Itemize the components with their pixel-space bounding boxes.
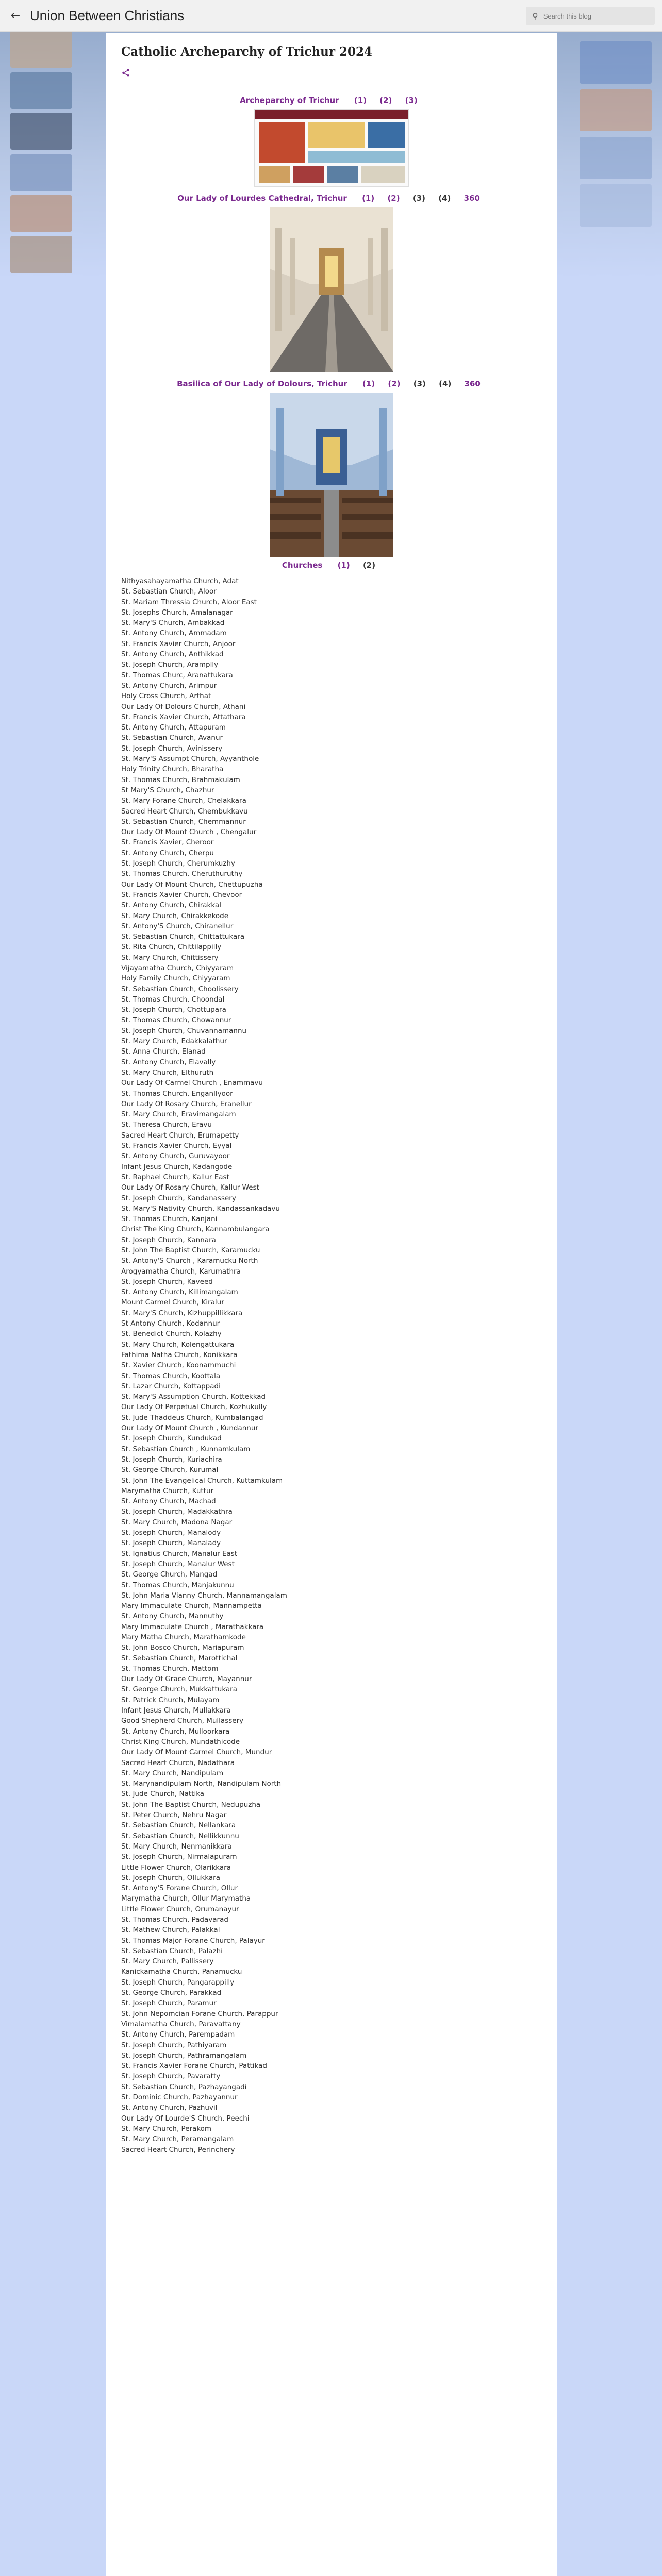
church-list-item: St. Joseph Church, Pangarappilly xyxy=(121,1978,235,1987)
church-list-item: Our Lady Of Grace Church, Mayannur xyxy=(121,1675,252,1684)
church-list-item: Mary Matha Church, Marathamkode xyxy=(121,1633,246,1641)
background-photo-strip-left xyxy=(10,31,72,273)
church-list-item: St. Joseph Church, Chuvannamannu xyxy=(121,1026,247,1035)
church-list-item: St. Joseph Church, Kuriachira xyxy=(121,1455,222,1464)
church-list-item: Kanickamatha Church, Panamucku xyxy=(121,1968,242,1976)
church-list-item: St. Antony Church, Guruvayoor xyxy=(121,1152,230,1161)
church-list-item: St. Sebastian Church, Aloor xyxy=(121,587,217,596)
church-list-item: St. Francis Xavier Church, Anjoor xyxy=(121,639,236,648)
lourdes-cathedral-interior-image[interactable] xyxy=(270,207,393,372)
churches-link-1[interactable]: (1) xyxy=(337,561,350,570)
church-list-item: St. Raphael Church, Kallur East xyxy=(121,1173,229,1181)
church-list-item: St. George Church, Kurumal xyxy=(121,1466,219,1475)
back-arrow-icon[interactable]: ← xyxy=(10,9,21,22)
background-photo-strip-right xyxy=(580,41,652,227)
church-list-item: Vijayamatha Church, Chiyyaram xyxy=(121,963,234,972)
church-list-item: St. Xavier Church, Koonammuchi xyxy=(121,1361,236,1370)
church-list-item: St. Antony'S Forane Church, Ollur xyxy=(121,1884,238,1893)
church-list-item: St. Peter Church, Nehru Nagar xyxy=(121,1811,227,1820)
church-list-item: St. Benedict Church, Kolazhy xyxy=(121,1330,222,1338)
church-list-item: Our Lady Of Rosary Church, Eranellur xyxy=(121,1099,252,1108)
church-list-item: St. Anna Church, Elanad xyxy=(121,1047,206,1056)
church-list-item: Infant Jesus Church, Kadangode xyxy=(121,1162,233,1171)
church-list-item: Our Lady Of Mount Carmel Church, Mundur xyxy=(121,1748,272,1757)
post-container xyxy=(106,33,557,2576)
church-list-item: St. John The Baptist Church, Karamucku xyxy=(121,1246,260,1255)
church-list-item: St. Sebastian Church, Nellikkunnu xyxy=(121,1832,239,1840)
basilica-link-2[interactable]: (2) xyxy=(388,379,401,388)
church-list-item: St. Joseph Church, Kaveed xyxy=(121,1277,213,1286)
church-list-item: St. John The Baptist Church, Nedupuzha xyxy=(121,1800,261,1809)
church-list-item: St. Joseph Church, Manalur West xyxy=(121,1560,235,1568)
church-list-item: St. Thomas Church, Kanjani xyxy=(121,1215,218,1224)
church-list-item: St. Antony'S Church, Chiranellur xyxy=(121,922,234,930)
church-list-item: Sacred Heart Church, Chembukkavu xyxy=(121,807,248,816)
churches-link[interactable]: Churches xyxy=(282,561,323,570)
church-list-item: St. Antony Church, Mulloorkara xyxy=(121,1727,230,1736)
church-list-item: St. Francis Xavier Church, Eyyal xyxy=(121,1142,232,1150)
church-list-item: St. Thomas Church, Choondal xyxy=(121,995,225,1004)
archeparchy-link[interactable]: Archeparchy of Trichur xyxy=(240,96,339,105)
church-list-item: St. Mary Church, Chirakkekode xyxy=(121,911,229,920)
church-list-item: St. Joseph Church, Kannara xyxy=(121,1235,216,1244)
church-list-item: St. Antony Church, Ammadam xyxy=(121,629,227,638)
church-list-item: St. Jude Church, Nattika xyxy=(121,1790,205,1799)
church-list-item: Little Flower Church, Olarikkara xyxy=(121,1863,231,1872)
church-list-item: Holy Cross Church, Arthat xyxy=(121,692,211,701)
basilica-link-3[interactable]: (3) xyxy=(413,379,426,388)
church-list-item: Holy Trinity Church, Bharatha xyxy=(121,765,224,774)
church-list-item: St. Antony Church, Chirakkal xyxy=(121,901,221,910)
church-list-item: St. Antony Church, Cherpu xyxy=(121,849,214,857)
church-list-item: Good Shepherd Church, Mullassery xyxy=(121,1717,244,1725)
church-list-item: St. Thomas Church, Manjakunnu xyxy=(121,1581,234,1589)
church-list-item: St. Mary Church, Elthuruth xyxy=(121,1068,214,1077)
church-list-item: St. Mary Church, Madona Nagar xyxy=(121,1518,233,1527)
lourdes-link-1[interactable]: (1) xyxy=(362,194,375,203)
church-list-item: St. Joseph Church, Kandanassery xyxy=(121,1194,236,1202)
church-list-item: Christ The King Church, Kannambulangara xyxy=(121,1225,270,1234)
church-list-item: Mount Carmel Church, Kiralur xyxy=(121,1298,224,1307)
church-list-item: Our Lady Of Rosary Church, Kallur West xyxy=(121,1183,259,1192)
church-list-item: St. Joseph Church, Pavaratty xyxy=(121,2072,221,2081)
church-list-item: St Mary'S Church, Chazhur xyxy=(121,786,214,794)
church-list-item: St. Lazar Church, Kottappadi xyxy=(121,1382,221,1391)
church-list-item: Arogyamatha Church, Karumathra xyxy=(121,1267,241,1276)
church-list-item: St. Antony Church, Attapuram xyxy=(121,723,226,732)
church-list-item: St. Joseph Church, Ollukkara xyxy=(121,1873,220,1882)
church-list-item: St. Joseph Church, Pathiyaram xyxy=(121,2041,227,2049)
church-list-item: St. George Church, Parakkad xyxy=(121,1989,222,1997)
search-icon[interactable]: ⚲ xyxy=(532,11,538,21)
church-list-item: St. Patrick Church, Mulayam xyxy=(121,1696,220,1704)
church-list-item: St. Sebastian Church, Chittattukara xyxy=(121,933,245,941)
church-list-item: Christ King Church, Mundathicode xyxy=(121,1737,240,1746)
church-list-item: St. Antony Church, Parempadam xyxy=(121,2030,235,2039)
search-box[interactable] xyxy=(526,7,655,25)
church-list-item: St. Thomas Churc, Aranattukara xyxy=(121,671,233,680)
church-list-item: Our Lady Of Mount Church, Chettupuzha xyxy=(121,880,263,889)
church-list-item: Fathima Natha Church, Konikkara xyxy=(121,1350,238,1359)
church-list-item: Little Flower Church, Orumanayur xyxy=(121,1905,239,1913)
church-list-item: St. Joseph Church, Pathramangalam xyxy=(121,2051,247,2060)
church-list-item: St. Antony Church, Arimpur xyxy=(121,681,217,690)
church-list-item: Nithyasahayamatha Church, Adat xyxy=(121,577,239,585)
archeparchy-link-1[interactable]: (1) xyxy=(354,96,367,105)
church-list-item: Our Lady Of Mount Church , Kundannur xyxy=(121,1424,258,1433)
church-list-item: St. Sebastian Church, Marottichal xyxy=(121,1654,238,1663)
lourdes-cathedral-link[interactable]: Our Lady of Lourdes Cathedral, Trichur xyxy=(177,194,347,203)
church-list-item: St. Joseph Church, Aramplly xyxy=(121,660,219,669)
church-list-item: St. Thomas Church, Cheruthuruthy xyxy=(121,870,243,878)
church-list-item: St. Thomas Major Forane Church, Palayur xyxy=(121,1936,265,1945)
church-list-item: St. Thomas Church, Padavarad xyxy=(121,1916,228,1924)
church-list-item: St. Mathew Church, Palakkal xyxy=(121,1926,220,1935)
church-list-item: St Antony Church, Kodannur xyxy=(121,1319,220,1328)
church-list-item: Infant Jesus Church, Mullakkara xyxy=(121,1706,231,1715)
church-list-item: St. John Bosco Church, Mariapuram xyxy=(121,1643,244,1652)
church-list-item: Vimalamatha Church, Paravattany xyxy=(121,2020,241,2028)
church-list-item: St. Mary Church, Eravimangalam xyxy=(121,1110,236,1119)
section-basilica xyxy=(121,379,541,388)
church-list-item: St. Sebastian Church, Choolissery xyxy=(121,985,239,993)
section-churches xyxy=(121,561,541,570)
church-list-item: Mary Immaculate Church , Marathakkara xyxy=(121,1622,264,1631)
lourdes-link-3[interactable]: (3) xyxy=(412,194,425,203)
church-list-item: Our Lady Of Mount Church , Chengalur xyxy=(121,828,257,837)
church-list-item: St. Sebastian Church, Pazhayangadi xyxy=(121,2082,247,2091)
section-lourdes-cathedral xyxy=(121,194,541,203)
church-list-item: St. Sebastian Church, Chemmannur xyxy=(121,817,246,826)
church-list-item: St. Francis Xavier Church, Chevoor xyxy=(121,890,242,899)
church-list-item: St. John Maria Vianny Church, Mannamangalam xyxy=(121,1591,287,1600)
churches-link-2[interactable]: (2) xyxy=(362,561,376,570)
church-list-item: St. Sebastian Church , Kunnamkulam xyxy=(121,1445,251,1453)
church-list-item: Our Lady Of Perpetual Church, Kozhukully xyxy=(121,1403,267,1412)
church-list-item: St. Mary Forane Church, Chelakkara xyxy=(121,796,246,805)
church-list-item: St. Marynandipulam North, Nandipulam North xyxy=(121,1780,282,1788)
section-archeparchy xyxy=(121,96,541,105)
church-list-item: St. Sebastian Church, Palazhi xyxy=(121,1946,223,1955)
search-input[interactable] xyxy=(543,12,641,20)
church-list-item: St. Mary Church, Nandipulam xyxy=(121,1769,224,1777)
church-list-item: St. Francis Xavier, Cheroor xyxy=(121,838,214,847)
basilica-interior-image[interactable] xyxy=(270,393,393,557)
church-list-item: St. Mary Church, Peramangalam xyxy=(121,2135,234,2144)
church-list-item: St. Thomas Church, Koottala xyxy=(121,1371,221,1380)
church-list-item: Mary Immaculate Church, Mannampetta xyxy=(121,1602,262,1611)
church-list-item: St. John Nepomcian Forane Church, Parappur xyxy=(121,2009,278,2018)
basilica-link-1[interactable]: (1) xyxy=(362,379,375,388)
church-list-item: Our Lady Of Lourde'S Church, Peechi xyxy=(121,2114,250,2123)
church-list-item: St. Thomas Church, Mattom xyxy=(121,1664,219,1673)
church-list-item: St. Mary Church, Chittissery xyxy=(121,953,219,962)
church-list-item: St. George Church, Mangad xyxy=(121,1570,218,1579)
church-list-item: St. Antony'S Church , Karamucku North xyxy=(121,1257,258,1265)
church-list-item: St. Rita Church, Chittilappilly xyxy=(121,943,222,952)
church-list-item: St. Joseph Church, Kundukad xyxy=(121,1434,222,1443)
church-list-item: St. Joseph Church, Chottupara xyxy=(121,1006,226,1014)
church-list-item: St. Joseph Church, Manalody xyxy=(121,1529,221,1537)
church-list-item: St. Joseph Church, Nirmalapuram xyxy=(121,1853,237,1861)
blog-header xyxy=(0,0,662,32)
church-list-item: Marymatha Church, Kuttur xyxy=(121,1486,214,1495)
lourdes-link-2[interactable]: (2) xyxy=(387,194,400,203)
basilica-link-360[interactable]: 360 xyxy=(464,379,481,388)
post-title: Catholic Archeparchy of Trichur 2024 xyxy=(121,45,373,59)
archeparchy-website-image[interactable] xyxy=(254,109,409,187)
church-list-item: St. Antony Church, Killimangalam xyxy=(121,1288,238,1297)
church-list-item: St. Antony Church, Machad xyxy=(121,1497,216,1506)
lourdes-link-360[interactable]: 360 xyxy=(464,194,480,203)
church-list-item: St. Antony Church, Mannuthy xyxy=(121,1612,224,1621)
church-list-item: St. Mary Church, Nenmanikkara xyxy=(121,1842,232,1851)
church-list-item: St. Francis Xavier Church, Attathara xyxy=(121,713,246,721)
church-list-item: St. Theresa Church, Eravu xyxy=(121,1121,212,1129)
church-list-item: St. Thomas Church, Brahmakulam xyxy=(121,775,240,784)
church-list-item: Marymatha Church, Ollur Marymatha xyxy=(121,1894,251,1903)
church-list-item: St. Mary'S Assumption Church, Kottekkad xyxy=(121,1393,266,1401)
church-list-item: St. Antony Church, Elavally xyxy=(121,1058,216,1066)
church-list-item: St. Mariam Thressia Church, Aloor East xyxy=(121,598,257,606)
blog-title-link[interactable]: Union Between Christians xyxy=(30,8,185,23)
church-list-item: St. Francis Xavier Forane Church, Pattikad xyxy=(121,2062,267,2071)
basilica-link[interactable]: Basilica of Our Lady of Dolours, Trichur xyxy=(177,379,347,388)
church-list-item: Holy Family Church, Chiyyaram xyxy=(121,974,230,983)
church-list-item: St. Mary Church, Edakkalathur xyxy=(121,1037,227,1046)
church-list xyxy=(121,576,541,2155)
basilica-link-4[interactable]: (4) xyxy=(439,379,452,388)
archeparchy-link-3[interactable]: (3) xyxy=(405,96,418,105)
church-list-item: St. Thomas Church, Chowannur xyxy=(121,1016,231,1025)
church-list-item: St. Sebastian Church, Avanur xyxy=(121,734,223,742)
church-list-item: St. Mary'S Nativity Church, Kandassankadavu xyxy=(121,1204,280,1213)
church-list-item: St. Joseph Church, Manalady xyxy=(121,1539,221,1548)
church-list-item: Our Lady Of Dolours Church, Athani xyxy=(121,702,246,711)
church-list-item: St. Antony Church, Pazhuvil xyxy=(121,2104,218,2112)
archeparchy-link-2[interactable]: (2) xyxy=(379,96,392,105)
church-list-item: St. Mary Church, Perakom xyxy=(121,2124,212,2133)
church-list-item: St. Joseph Church, Cherumkuzhy xyxy=(121,859,235,868)
church-list-item: Sacred Heart Church, Perinchery xyxy=(121,2145,235,2154)
church-list-item: St. Mary'S Assumpt Church, Ayyanthole xyxy=(121,755,259,764)
church-list-item: St. Joseph Church, Avinissery xyxy=(121,744,223,753)
lourdes-link-4[interactable]: (4) xyxy=(438,194,451,203)
church-list-item: St. John The Evangelical Church, Kuttamkulam xyxy=(121,1476,283,1485)
church-list-item: Sacred Heart Church, Erumapetty xyxy=(121,1131,239,1140)
church-list-item: St. Dominic Church, Pazhayannur xyxy=(121,2093,238,2102)
church-list-item: Our Lady Of Carmel Church , Enammavu xyxy=(121,1079,263,1088)
church-list-item: St. Mary Church, Pallissery xyxy=(121,1957,214,1966)
church-list-item: St. George Church, Mukkattukara xyxy=(121,1685,237,1694)
church-list-item: St. Joseph Church, Paramur xyxy=(121,1999,217,2008)
church-list-item: St. Thomas Church, Enganllyoor xyxy=(121,1089,233,1098)
church-list-item: St. Mary Church, Kolengattukara xyxy=(121,1340,235,1349)
share-icon[interactable] xyxy=(121,68,133,79)
church-list-item: St. Mary'S Church, Kizhuppillikkara xyxy=(121,1309,243,1317)
church-list-item: St. Mary'S Church, Ambakkad xyxy=(121,619,225,628)
church-list-item: Sacred Heart Church, Nadathara xyxy=(121,1758,235,1767)
church-list-item: St. Sebastian Church, Nellankara xyxy=(121,1821,236,1830)
church-list-item: St. Joseph Church, Madakkathra xyxy=(121,1507,233,1516)
church-list-item: St. Antony Church, Anthikkad xyxy=(121,650,224,659)
church-list-item: St. Ignatius Church, Manalur East xyxy=(121,1549,238,1558)
church-list-item: St. Josephs Church, Amalanagar xyxy=(121,608,233,617)
church-list-item: St. Jude Thaddeus Church, Kumbalangad xyxy=(121,1413,263,1422)
